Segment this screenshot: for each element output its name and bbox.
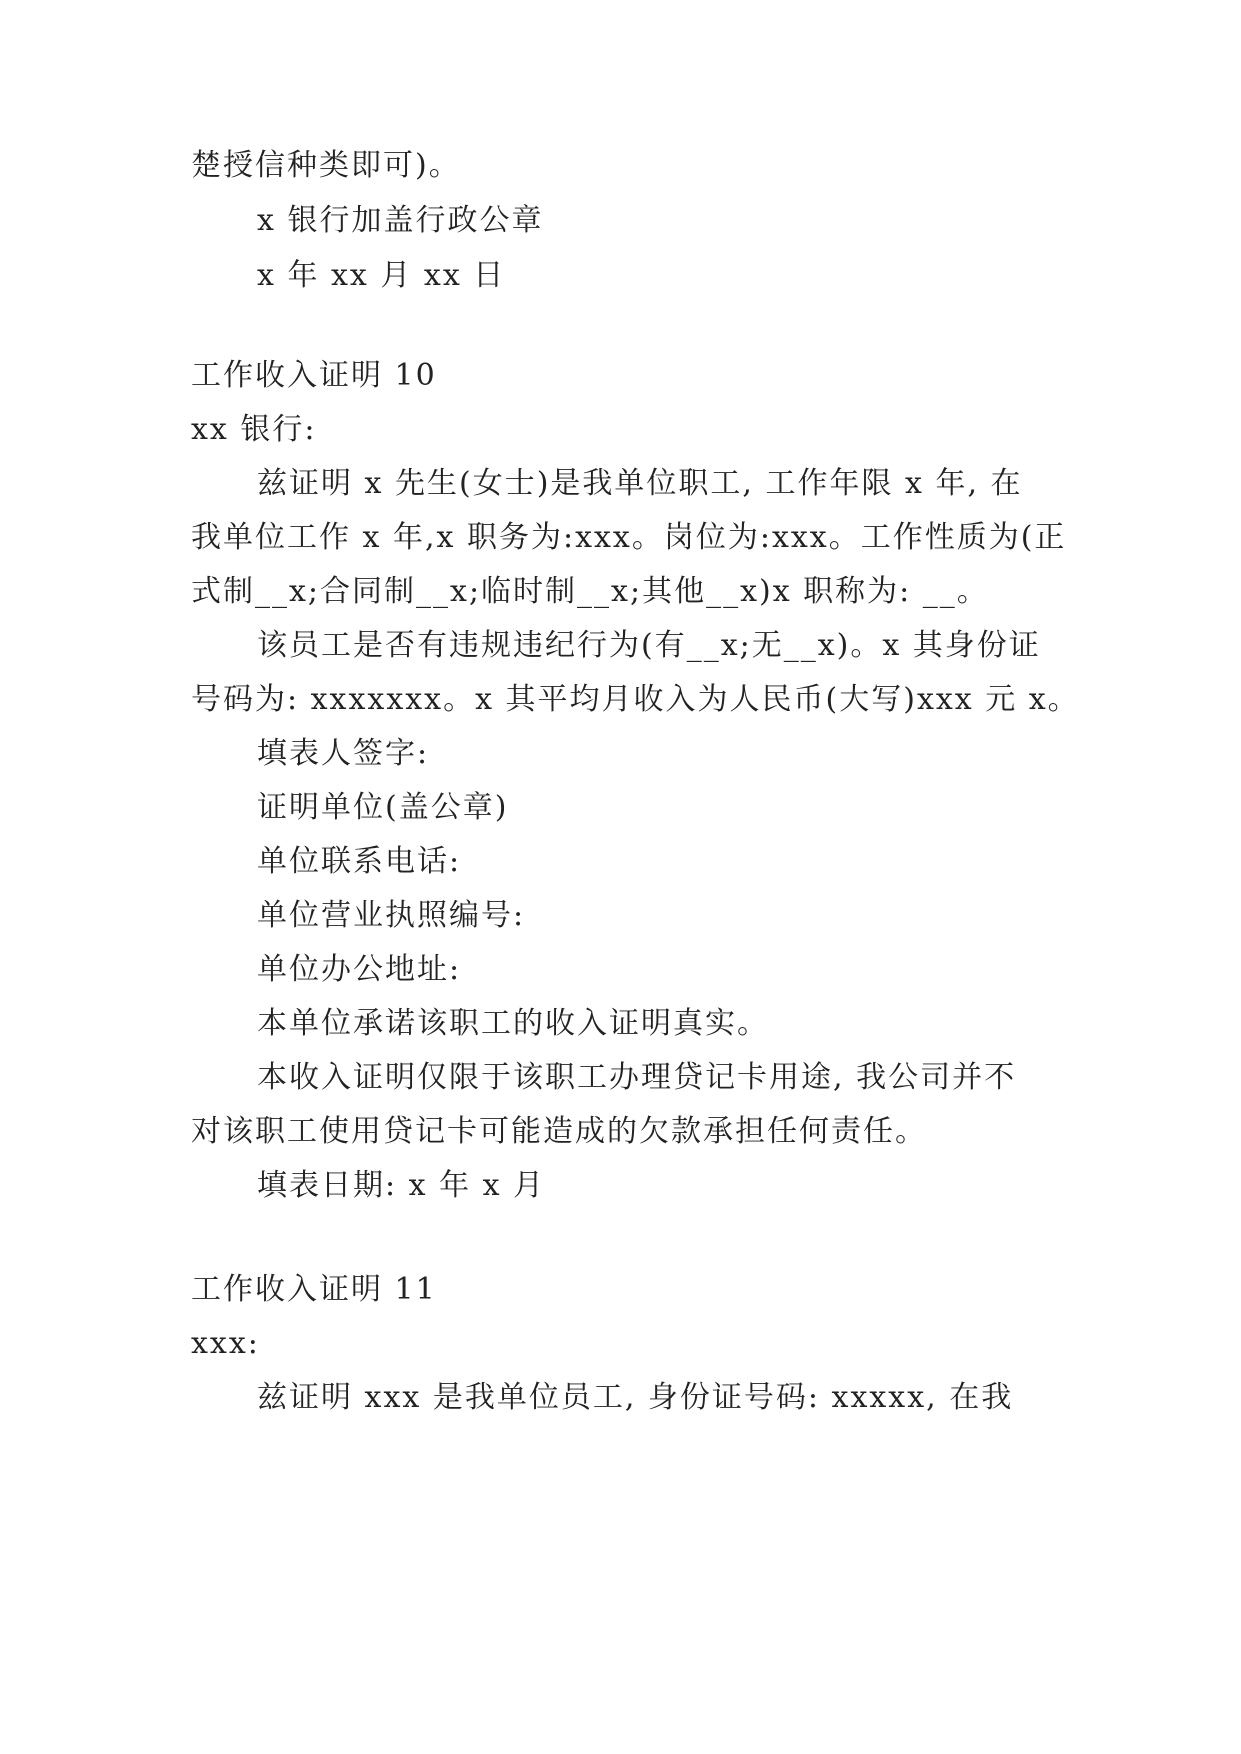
form-field-signer: 填表人签字: <box>257 736 430 771</box>
form-field-license: 单位营业执照编号: <box>257 898 526 933</box>
paragraph-line: 该员工是否有违规违纪行为(有__x;无__x)。x 其身份证 <box>257 628 1041 663</box>
section-title-10: 工作收入证明 10 <box>191 358 437 393</box>
paragraph-line: 兹证明 x 先生(女士)是我单位职工, 工作年限 x 年, 在 <box>257 466 1023 501</box>
paragraph-line: 对该职工使用贷记卡可能造成的欠款承担任何责任。 <box>191 1114 927 1149</box>
salutation-line: xxx: <box>191 1326 260 1361</box>
paragraph-line: 本单位承诺该职工的收入证明真实。 <box>257 1006 769 1041</box>
salutation-line: xx 银行: <box>191 412 317 447</box>
paragraph-line: 式制__x;合同制__x;临时制__x;其他__x)x 职称为: __。 <box>191 574 989 609</box>
section-title-11: 工作收入证明 11 <box>191 1272 437 1307</box>
paragraph-line: 楚授信种类即可)。 <box>191 148 461 183</box>
form-field-phone: 单位联系电话: <box>257 844 462 879</box>
paragraph-line: 本收入证明仅限于该职工办理贷记卡用途, 我公司并不 <box>257 1060 1017 1095</box>
paragraph-line: 我单位工作 x 年,x 职务为:xxx。岗位为:xxx。工作性质为(正 <box>191 520 1067 555</box>
form-field-address: 单位办公地址: <box>257 952 462 987</box>
paragraph-line: 兹证明 xxx 是我单位员工, 身份证号码: xxxxx, 在我 <box>257 1380 1014 1415</box>
date-line: x 年 xx 月 xx 日 <box>257 258 506 293</box>
form-field-certifying-unit: 证明单位(盖公章) <box>257 790 509 825</box>
form-field-date: 填表日期: x 年 x 月 <box>257 1168 546 1203</box>
paragraph-line: 号码为: xxxxxxx。x 其平均月收入为人民币(大写)xxx 元 x。 <box>191 682 1080 717</box>
bank-seal-line: x 银行加盖行政公章 <box>257 203 544 238</box>
